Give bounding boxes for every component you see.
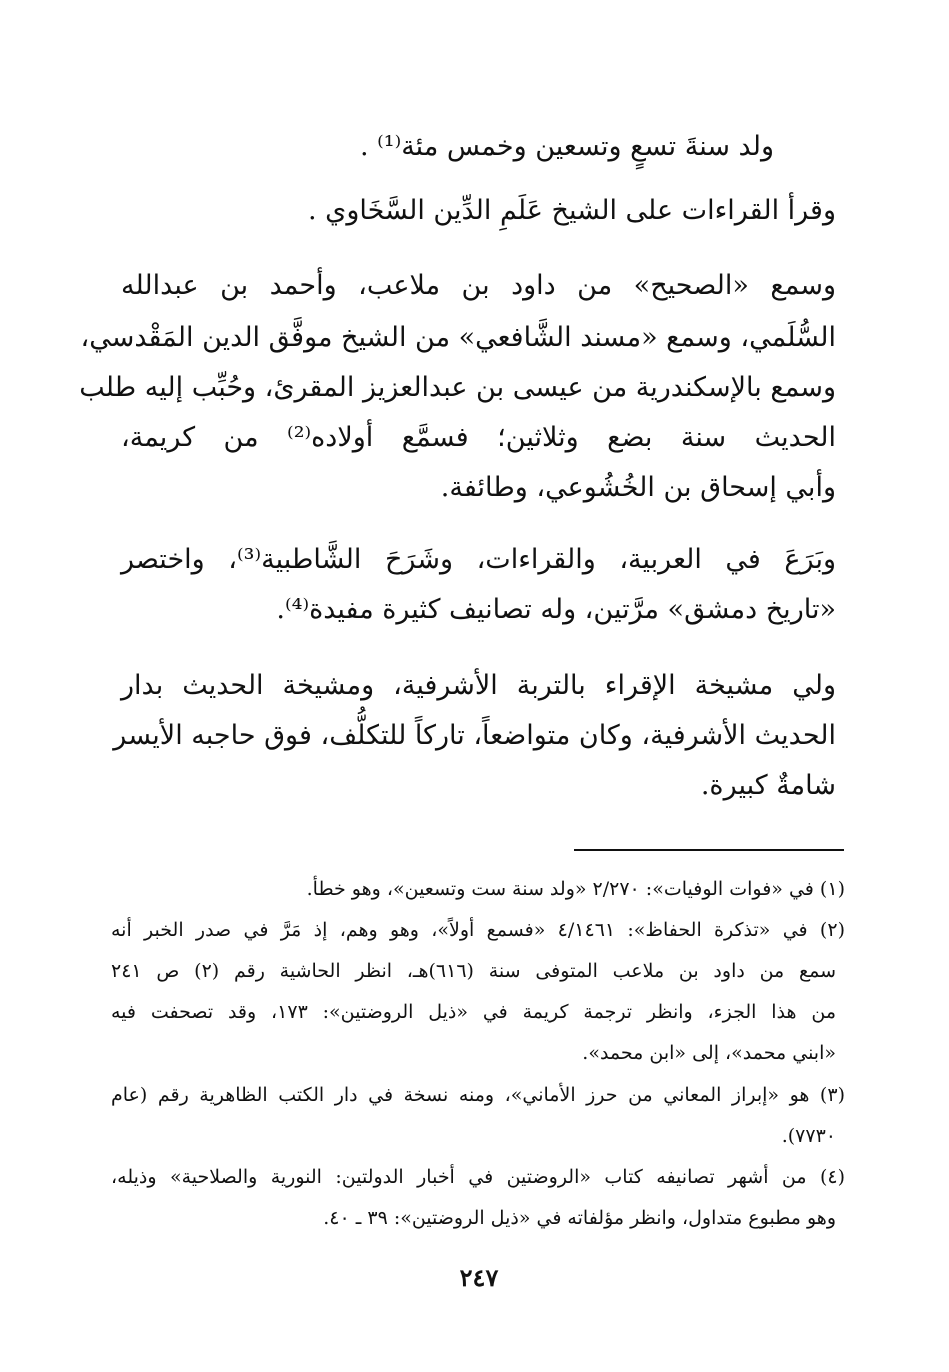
body-line: وبَرَعَ في العربية، والقراءات، وشَرَحَ الشَّاطبية⁽³⁾، واختصر bbox=[121, 544, 836, 575]
footnote-line: من هذا الجزء، وانظر ترجمة كريمة في «ذيل الروضتين»: ١٧٣، وقد تصحفت فيه bbox=[111, 1001, 836, 1023]
footnote-line: (١) في «فوات الوفيات»: ٢/٢٧٠ «ولد سنة ست وتسعين»، وهو خطأ. bbox=[306, 878, 845, 900]
body-line: «تاريخ دمشق» مرَّتين، وله تصانيف كثيرة مفيدة⁽⁴⁾. bbox=[276, 594, 836, 625]
body-line: شامةٌ كبيرة. bbox=[700, 770, 836, 801]
body-line: الحديث الأشرفية، وكان متواضعاً، تاركاً للتكلُّف، فوق حاجبه الأيسر bbox=[113, 720, 836, 751]
footnote-line: (٤) من أشهر تصانيفه كتاب «الروضتين في أخبار الدولتين: النورية والصلاحية» وذيله، bbox=[111, 1166, 845, 1188]
footnote-line: سمع من داود بن ملاعب المتوفى سنة (٦١٦)هـ، انظر الحاشية رقم (٢) ص ٢٤١ bbox=[111, 960, 837, 982]
body-line: ولد سنةَ تسعٍ وتسعين وخمس مئة⁽¹⁾ . bbox=[359, 131, 774, 162]
footnote-line: ٧٧٣٠). bbox=[781, 1125, 836, 1147]
body-line: ولي مشيخة الإقراء بالتربة الأشرفية، ومشيخة الحديث بدار bbox=[121, 670, 836, 701]
footnote-line: وهو مطبوع متداول، وانظر مؤلفاته في «ذيل الروضتين»: ٣٩ ـ ٤٠. bbox=[323, 1207, 836, 1229]
footnote-line: (٢) في «تذكرة الحفاظ»: ٤/١٤٦١ «فسمع أولاً»، وهو وهم، إذ مَرَّ في صدر الخبر أنه bbox=[111, 919, 845, 941]
footnote-line: (٣) هو «إبراز المعاني من حرز الأماني»، ومنه نسخة في دار الكتب الظاهرية رقم (عام bbox=[111, 1084, 845, 1106]
body-line: وسمع «الصحيح» من داود بن ملاعب، وأحمد بن عبدالله bbox=[121, 270, 836, 301]
body-line: الحديث سنة بضع وثلاثين؛ فسمَّع أولاده⁽²⁾ من كريمة، bbox=[121, 422, 836, 453]
body-line: وأبي إسحاق بن الخُشُوعي، وطائفة. bbox=[440, 472, 836, 503]
footnote-divider bbox=[574, 849, 844, 851]
footnote-line: «ابني محمد»، إلى «ابن محمد». bbox=[582, 1042, 836, 1064]
body-line: وسمع بالإسكندرية من عيسى بن عبدالعزيز المقرئ، وحُبِّب إليه طلب bbox=[79, 372, 836, 403]
page-number: ٢٤٧ bbox=[459, 1263, 499, 1292]
body-line: وقرأ القراءات على الشيخ عَلَمِ الدِّين السَّخَاوي . bbox=[308, 195, 836, 226]
body-line: السُّلَمي، وسمع «مسند الشَّافعي» من الشيخ موفَّق الدين المَقْدسي، bbox=[80, 322, 836, 353]
